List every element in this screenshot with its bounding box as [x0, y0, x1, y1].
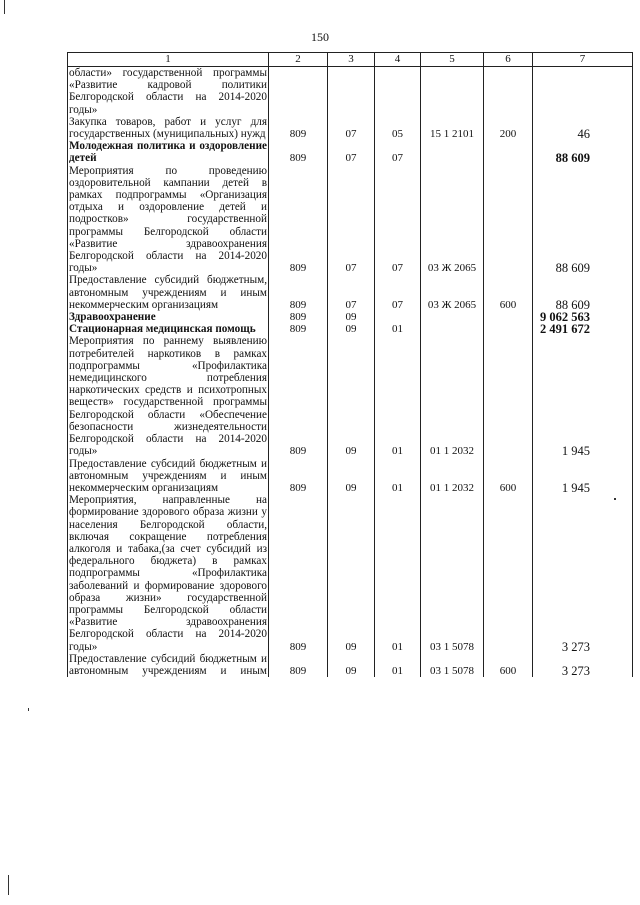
table-row: [68, 458, 633, 495]
cell-amount: 3 273: [533, 653, 633, 677]
column-header: 2: [269, 53, 328, 67]
cell-ministry: 809: [269, 311, 328, 323]
row-description: Здравоохранение: [68, 311, 269, 323]
column-header: 1: [68, 53, 269, 67]
table-row-section: [68, 323, 633, 335]
cell-expense-type: 600: [484, 458, 533, 495]
scan-edge-mark: [8, 875, 9, 895]
cell-section: 09: [328, 494, 375, 653]
cell-expense-type: 600: [484, 653, 533, 677]
cell-ministry: 809: [269, 323, 328, 335]
cell-ministry: [269, 67, 328, 116]
cell-expense-type: [484, 311, 533, 323]
cell-expense-type: [484, 323, 533, 335]
cell-ministry: 809: [269, 335, 328, 457]
cell-target-article: 15 1 2101: [421, 116, 484, 140]
cell-section: 09: [328, 323, 375, 335]
cell-subsection: 07: [375, 274, 421, 311]
cell-amount: 88 609: [533, 165, 633, 275]
cell-amount: 1 945: [533, 335, 633, 457]
cell-subsection: [375, 311, 421, 323]
cell-section: [328, 67, 375, 116]
cell-target-article: 03 Ж 2065: [421, 274, 484, 311]
cell-subsection: 07: [375, 140, 421, 164]
cell-section: 07: [328, 165, 375, 275]
cell-ministry: 809: [269, 116, 328, 140]
table-header-row: [68, 53, 633, 67]
cell-amount: 9 062 563: [533, 311, 633, 323]
cell-section: 09: [328, 653, 375, 677]
cell-expense-type: [484, 140, 533, 164]
cell-amount: 3 273: [533, 494, 633, 653]
cell-ministry: 809: [269, 274, 328, 311]
cell-amount: 88 609: [533, 274, 633, 311]
cell-expense-type: [484, 67, 533, 116]
cell-amount: 46: [533, 116, 633, 140]
cell-amount: [533, 67, 633, 116]
cell-section: 09: [328, 335, 375, 457]
cell-subsection: 05: [375, 116, 421, 140]
cell-subsection: 01: [375, 494, 421, 653]
cell-subsection: 07: [375, 165, 421, 275]
cell-subsection: 01: [375, 323, 421, 335]
table-row-section: [68, 140, 633, 164]
column-header: 7: [533, 53, 633, 67]
scan-edge-mark: [4, 0, 5, 14]
table-row: [68, 274, 633, 311]
table-row: [68, 165, 633, 275]
cell-subsection: 01: [375, 458, 421, 495]
cell-subsection: [375, 67, 421, 116]
row-description: Молодежная политика и оздоровление детей: [69, 140, 267, 165]
cell-target-article: [421, 140, 484, 164]
cell-target-article: [421, 311, 484, 323]
cell-ministry: 809: [269, 494, 328, 653]
page-number: 150: [311, 30, 329, 44]
cell-amount: 88 609: [533, 140, 633, 164]
cell-target-article: 01 1 2032: [421, 458, 484, 495]
row-description: Предоставление субсидий бюджетным, автономным учреждениям и иным некоммерческим организациям: [69, 274, 267, 311]
cell-ministry: 809: [269, 653, 328, 677]
cell-expense-type: [484, 494, 533, 653]
budget-table: [67, 52, 633, 677]
table-row: [68, 335, 633, 457]
cell-amount: 2 491 672: [533, 323, 633, 335]
cell-target-article: [421, 323, 484, 335]
cell-target-article: 03 1 5078: [421, 653, 484, 677]
column-header: 6: [484, 53, 533, 67]
table-row: [68, 494, 633, 653]
cell-expense-type: [484, 335, 533, 457]
cell-target-article: 03 Ж 2065: [421, 165, 484, 275]
cell-expense-type: 200: [484, 116, 533, 140]
cell-section: 09: [328, 458, 375, 495]
cell-expense-type: [484, 165, 533, 275]
cell-ministry: 809: [269, 165, 328, 275]
column-header: 5: [421, 53, 484, 67]
cell-section: 07: [328, 274, 375, 311]
cell-ministry: 809: [269, 140, 328, 164]
cell-subsection: 01: [375, 335, 421, 457]
cell-amount: 1 945: [533, 458, 633, 495]
table-row: [68, 116, 633, 140]
cell-target-article: 01 1 2032: [421, 335, 484, 457]
column-header: 4: [375, 53, 421, 67]
cell-target-article: [421, 67, 484, 116]
cell-target-article: 03 1 5078: [421, 494, 484, 653]
row-description: области» государственной программы «Развитие кадровой политики Белгородской области на 2014-2020 годы»: [69, 67, 267, 116]
cell-section: 09: [328, 311, 375, 323]
row-description: Предоставление субсидий бюджетным и автономным учреждениям и иным некоммерческим организациям: [69, 457, 267, 494]
row-description: Мероприятия по раннему выявлению потребителей наркотиков в рамках подпрограммы «Профилактика немедицинского потребления наркотических средств и психотропных веществ» государственной программы Белгородской области «Обеспечение безопасности жизнедеятельности Белгородской области на 2014-2020 годы»: [69, 335, 267, 458]
row-description: Предоставление субсидий бюджетным и автономным учреждениям и иным: [69, 652, 267, 677]
table-row: [68, 653, 633, 677]
cell-section: 07: [328, 116, 375, 140]
cell-section: 07: [328, 140, 375, 164]
cell-subsection: 01: [375, 653, 421, 677]
scan-speck: [28, 708, 29, 711]
cell-ministry: 809: [269, 458, 328, 495]
cell-expense-type: 600: [484, 274, 533, 311]
table-row: [68, 67, 633, 116]
column-header: 3: [328, 53, 375, 67]
row-description: Мероприятия, направленные на формирование здорового образа жизни у населения Белгородской области, включая сокращение потребления алкоголя и табака,(за счет субсидий из федерального бюджета) в рамках подпрограммы «Профилактика заболеваний и формирование здорового образа жизни» государственной программы Белгородской области «Развитие здравоохранения Белгородской области на 2014-2020 годы»: [69, 494, 267, 653]
row-description: Стационарная медицинская помощь: [68, 323, 269, 335]
row-description: Закупка товаров, работ и услуг для государственных (муниципальных) нужд: [69, 115, 267, 141]
row-description: Мероприятия по проведению оздоровительной кампании детей в рамках подпрограммы «Организация отдыха и оздоровление детей и подростков» государственной программы Белгородской области «Развитие здравоохранения Белгородской области на 2014-2020 годы»: [69, 164, 267, 275]
